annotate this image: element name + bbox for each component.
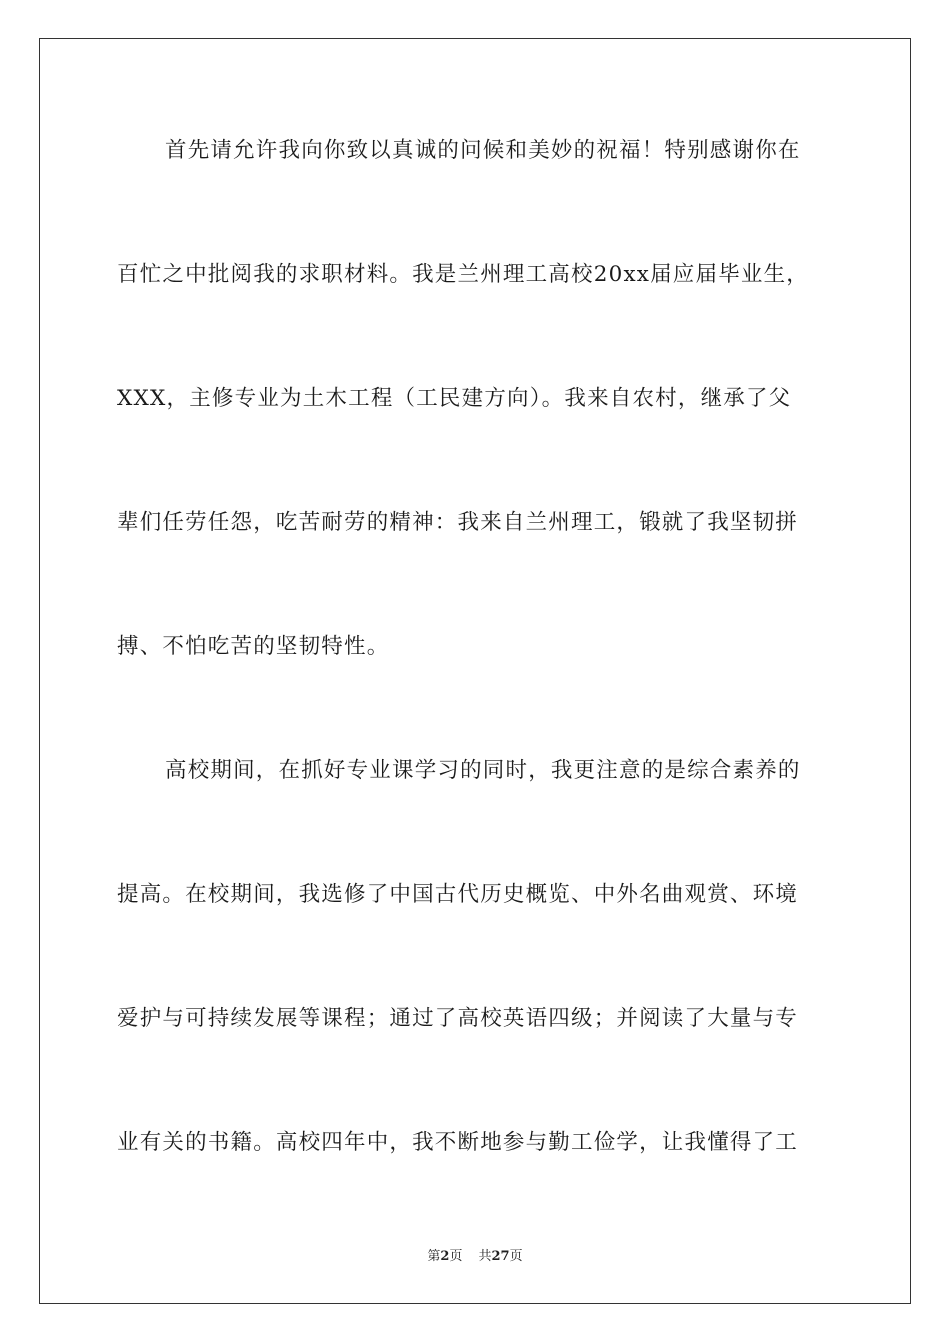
page-footer bbox=[0, 1248, 950, 1266]
page-suffix: 页 bbox=[449, 1249, 463, 1264]
paragraph-2-line-4: 业有关的书籍。高校四年中，我不断地参与勤工俭学，让我懂得了工 bbox=[117, 1130, 799, 1155]
page-prefix: 第 bbox=[427, 1249, 441, 1264]
paragraph-1-line-2: 百忙之中批阅我的求职材料。我是兰州理工高校20xx届应届毕业生， bbox=[117, 262, 810, 287]
page-border bbox=[39, 38, 911, 1304]
total-suffix: 页 bbox=[509, 1249, 523, 1264]
page-number: 2 bbox=[440, 1249, 450, 1264]
paragraph-2-line-2: 提高。在校期间，我选修了中国古代历史概览、中外名曲观赏、环境 bbox=[117, 882, 799, 907]
paragraph-2-line-1: 高校期间，在抓好专业课学习的同时，我更注意的是综合素养的 bbox=[165, 758, 801, 783]
paragraph-1-line-5: 搏、不怕吃苦的坚韧特性。 bbox=[117, 634, 390, 659]
paragraph-2-line-3: 爱护与可持续发展等课程；通过了高校英语四级；并阅读了大量与专 bbox=[117, 1006, 799, 1031]
paragraph-1-line-4: 辈们任劳任怨，吃苦耐劳的精神：我来自兰州理工，锻就了我坚韧拼 bbox=[117, 510, 799, 535]
total-pages: 27 bbox=[491, 1249, 510, 1264]
paragraph-1-line-3: XXX，主修专业为土木工程（工民建方向）。我来自农村，继承了父 bbox=[117, 386, 792, 411]
paragraph-1-line-1: 首先请允许我向你致以真诚的问候和美妙的祝福！特别感谢你在 bbox=[165, 138, 801, 163]
total-prefix: 共 bbox=[478, 1249, 492, 1264]
